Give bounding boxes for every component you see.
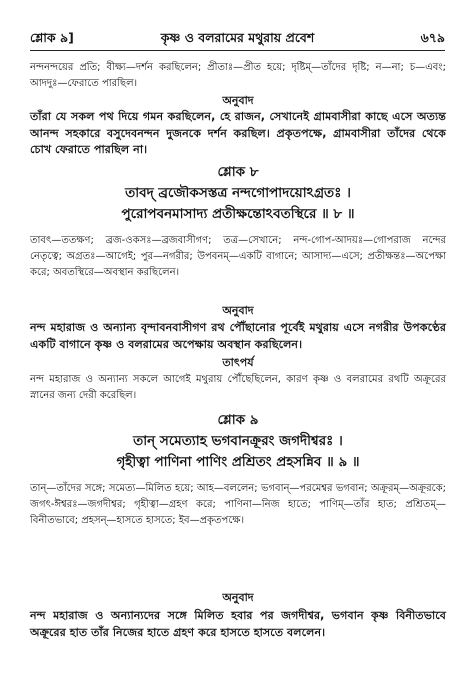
- verse9-line-2: গৃহীত্বা পাণিনা পাণিং প্রশ্রিতং প্রহসন্নিব ॥ ৯ ॥: [116, 454, 360, 470]
- verse9-synonyms: তান্—তাঁদের সঙ্গে; সমেত্য—মিলিত হয়ে; আহ—বললেন; ভগবান্—পরমেশ্বর ভগবান; অক্রূরম্—অক্রূরকে; জগৎ-ঈশ্বরঃ—জগদীশ্বর; গৃহীত্বা—গ্রহণ করে; পাণিনা—নিজ হাতে; পাণিম্—তাঁর হাত; প্রশ্রিতম্—বিনীতভাবে; প্রহসন্—হাসতে হাসতে; ইব—প্রকৃতপক্ষে।: [30, 483, 446, 526]
- verse8-purport: নন্দ মহারাজ ও অন্যান্য সকলে আগেই মথুরায় পৌঁছেছিলেন, কারণ কৃষ্ণ ও বলরামের রথটি অক্রূরের স্নানের জন্য দেরী করেছিল।: [30, 374, 446, 401]
- verse9-heading: শ্লোক ৯: [217, 412, 259, 428]
- verse8-heading: শ্লোক ৮: [217, 164, 259, 180]
- header-page-number: ৬৭৯: [420, 30, 445, 45]
- verse8-line-2: পুরোপবনমাসাদ্য প্রতীক্ষন্তোঽবতস্থিরে ॥ ৮ ॥: [121, 206, 355, 222]
- verse8-translation-heading: অনুবাদ: [222, 304, 254, 317]
- header-verse-ref: শ্লোক ৯]: [30, 30, 74, 45]
- verse9-line-1: তান্ সমেত্যাহ ভগবানক্রূরং জগদীশ্বরঃ ।: [133, 433, 343, 449]
- intro-synonyms: নন্দনন্দয়ের প্রতি; বীক্ষ্য—দর্শন করছিলেন; প্রীতাঃ—প্রীত হয়ে; দৃষ্টিম্—তাঁদের দৃষ্টি; ন—না; চ—এবং; আদদুঃ—ফেরাতে পারছিল।: [30, 62, 446, 89]
- intro-translation-heading: অনুবাদ: [222, 94, 254, 107]
- verse8-synonyms: তাবৎ—ততক্ষণ; ব্রজ-ওকসঃ—ব্রজবাসীগণ; তত্র—সেখানে; নন্দ-গোপ-আদয়ঃ—গোপরাজ নন্দের নেতৃত্বে; অগ্রতঃ—আগেই; পুর—নগরীর; উপবনম্—একটি বাগানে; আসাদ্য—এসে; প্রতীক্ষন্তঃ—অপেক্ষা করে; অবতস্থিরে—অবস্থান করছিলেন।: [30, 235, 446, 278]
- page-header: [30, 28, 445, 51]
- verse9-translation-heading: অনুবাদ: [222, 591, 254, 604]
- header-chapter-title: কৃষ্ণ ও বলরামের মথুরায় প্রবেশ: [160, 30, 315, 45]
- verse8-translation: নন্দ মহারাজ ও অন্যান্য বৃন্দাবনবাসীগণ রথ পৌঁছানোর পূর্বেই মথুরায় এসে নগরীর উপকণ্ঠের একটি বাগানে কৃষ্ণ ও বলরামের অপেক্ষায় অবস্থান করছিলেন।: [30, 321, 446, 351]
- verse8-purport-heading: তাৎপর্য: [222, 356, 254, 369]
- verse8-line-1: তাবদ্ ব্রজৌকসস্তত্র নন্দগোপাদয়োঽগ্রতঃ ।: [125, 185, 351, 201]
- verse9-translation: নন্দ মহারাজ ও অন্যান্যদের সঙ্গে মিলিত হবার পর জগদীশ্বর, ভগবান কৃষ্ণ বিনীতভাবে অক্রূরের হাত তাঁর নিজের হাতে গ্রহণ করে হাসতে হাসতে বললেন।: [30, 609, 446, 639]
- intro-translation: তাঁরা যে সকল পথ দিয়ে গমন করছিলেন, হে রাজন, সেখানেই গ্রামবাসীরা কাছে এসে অত্যন্ত আনন্দ সহকারে বসুদেবনন্দন দুজনকে দর্শন করছিল। প্রকৃতপক্ষে, গ্রামবাসীরা তাঁদের থেকে চোখ ফেরাতে পারছিল না।: [30, 110, 446, 156]
